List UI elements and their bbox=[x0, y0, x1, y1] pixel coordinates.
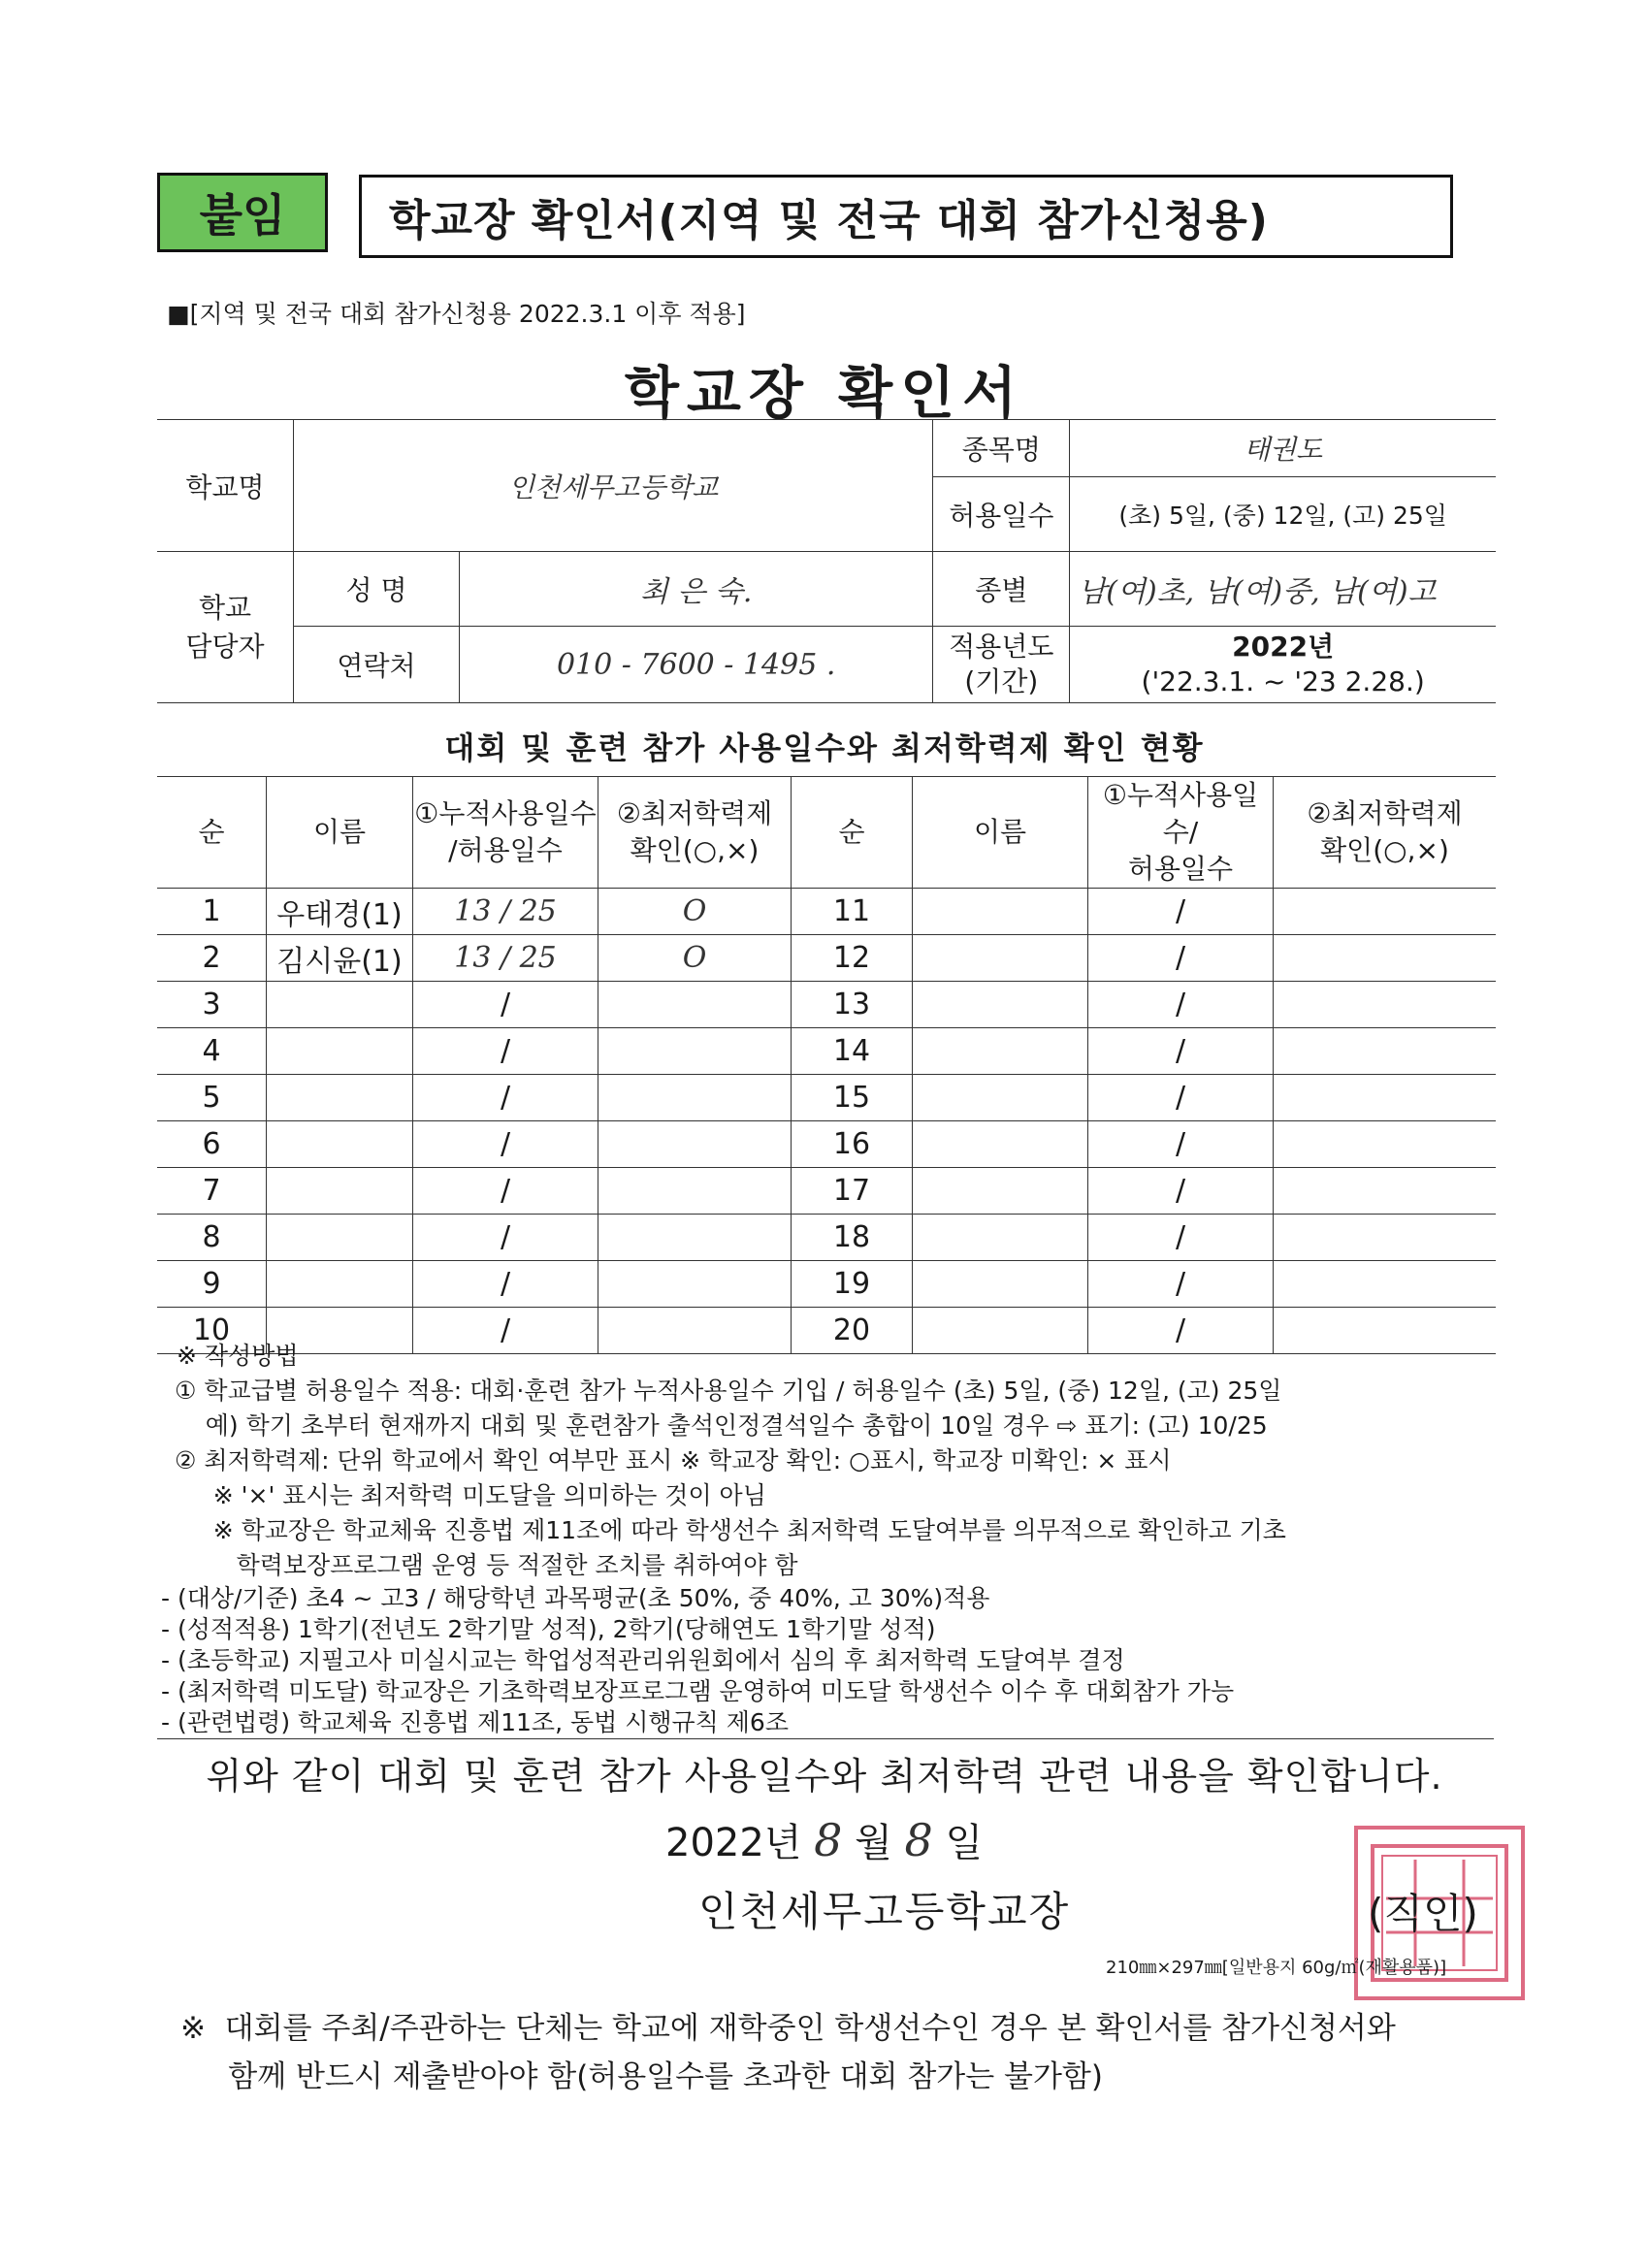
athlete-name bbox=[913, 1168, 1088, 1215]
days-used: / bbox=[1088, 935, 1274, 982]
athlete-name bbox=[267, 1028, 413, 1075]
min-academic-check bbox=[598, 1075, 792, 1121]
min-academic-check bbox=[598, 1121, 792, 1168]
days-used: / bbox=[1088, 1075, 1274, 1121]
table-row bbox=[157, 1028, 1496, 1075]
athlete-name: 김시윤(1) bbox=[267, 935, 413, 982]
submission-note bbox=[180, 2004, 1396, 2101]
applicability-note: ■[지역 및 전국 대회 참가신청용 2022.3.1 이후 적용] bbox=[167, 300, 746, 328]
school-name-label: 학교명 bbox=[157, 420, 294, 552]
row-number: 12 bbox=[792, 935, 913, 982]
row-number: 9 bbox=[157, 1261, 267, 1308]
instruction-line: - (초등학교) 지필고사 미실시교는 학업성적관리위원회에서 심의 후 최저학력 도달여부 결정 bbox=[161, 1646, 1125, 1674]
row-number: 10 bbox=[157, 1308, 267, 1354]
header-name-1: 이름 bbox=[267, 777, 413, 889]
manager-name-label: 성 명 bbox=[294, 552, 460, 627]
min-academic-check bbox=[1274, 889, 1497, 935]
sport-value: 태권도 bbox=[1070, 420, 1496, 477]
instruction-line: 예) 학기 초부터 현재까지 대회 및 훈련참가 출석인정결석일수 총합이 10일 경우 ⇨ 표기: (고) 10/25 bbox=[175, 1411, 1268, 1440]
days-used: / bbox=[413, 1261, 598, 1308]
contact-label: 연락처 bbox=[294, 627, 460, 703]
days-used: / bbox=[1088, 1215, 1274, 1261]
min-academic-check bbox=[1274, 1168, 1497, 1215]
participation-table bbox=[157, 776, 1496, 1354]
header-title: 학교장 확인서(지역 및 전국 대회 참가신청용) bbox=[359, 175, 1453, 258]
days-used: / bbox=[413, 982, 598, 1028]
min-academic-check bbox=[1274, 1215, 1497, 1261]
school-name-value: 인천세무고등학교 bbox=[294, 420, 933, 552]
submission-note-line: 함께 반드시 제출받아야 함(허용일수를 초과한 대회 참가는 불가함) bbox=[180, 2059, 1103, 2094]
days-used: / bbox=[1088, 1308, 1274, 1354]
instruction-line: ② 최저학력제: 단위 학교에서 확인 여부만 표시 ※ 학교장 확인: ○표시, 학교장 미확인: × 표시 bbox=[175, 1446, 1172, 1474]
date-day: 8 bbox=[904, 1814, 933, 1866]
athlete-name bbox=[267, 1075, 413, 1121]
min-academic-check bbox=[598, 1215, 792, 1261]
min-academic-check bbox=[598, 1168, 792, 1215]
days-used: / bbox=[1088, 1168, 1274, 1215]
instruction-line: ① 학교급별 허용일수 적용: 대회·훈련 참가 누적사용일수 기입 / 허용일수 (초) 5일, (중) 12일, (고) 25일 bbox=[175, 1377, 1282, 1405]
row-number: 13 bbox=[792, 982, 913, 1028]
table-row bbox=[157, 1075, 1496, 1121]
principal-signature-line: 인천세무고등학교장 bbox=[698, 1888, 1071, 1935]
days-used: / bbox=[413, 1168, 598, 1215]
row-number: 20 bbox=[792, 1308, 913, 1354]
table-row bbox=[157, 1168, 1496, 1215]
athlete-name bbox=[267, 1121, 413, 1168]
table-row bbox=[157, 935, 1496, 982]
instruction-line: - (대상/기준) 초4 ~ 고3 / 해당학년 과목평균(초 50%, 중 40%, 고 30%)적용 bbox=[161, 1584, 990, 1612]
days-used: 13 / 25 bbox=[413, 889, 598, 935]
gender-value: 남(여)초, 남(여)중, 남(여)고 bbox=[1070, 552, 1496, 627]
row-number: 4 bbox=[157, 1028, 267, 1075]
row-number: 19 bbox=[792, 1261, 913, 1308]
header-check-2: ②최저학력제 확인(○,×) bbox=[1274, 777, 1497, 889]
instructions-title: ※ 작성방법 bbox=[177, 1342, 299, 1370]
gender-label: 종별 bbox=[933, 552, 1070, 627]
instruction-line: 학력보장프로그램 운영 등 적절한 조치를 취하여야 함 bbox=[175, 1551, 798, 1579]
row-number: 7 bbox=[157, 1168, 267, 1215]
days-used: / bbox=[1088, 1121, 1274, 1168]
min-academic-check bbox=[1274, 935, 1497, 982]
date-year: 2022년 bbox=[665, 1821, 802, 1865]
athlete-name bbox=[267, 1261, 413, 1308]
days-used: / bbox=[413, 1308, 598, 1354]
table-row bbox=[157, 1215, 1496, 1261]
header-no-2: 순 bbox=[792, 777, 913, 889]
row-number: 3 bbox=[157, 982, 267, 1028]
row-number: 18 bbox=[792, 1215, 913, 1261]
manager-name-value: 최 은 숙. bbox=[460, 552, 933, 627]
instruction-line: ※ 학교장은 학교체육 진흥법 제11조에 따라 학생선수 최저학력 도달여부를 의무적으로 확인하고 기초 bbox=[175, 1516, 1286, 1544]
days-used: / bbox=[413, 1121, 598, 1168]
attachment-tag: 붙임 bbox=[157, 173, 328, 252]
min-academic-check bbox=[1274, 1075, 1497, 1121]
year-period: ('22.3.1. ~ '23 2.28.) bbox=[1141, 665, 1425, 697]
instruction-line: - (관련법령) 학교체육 진흥법 제11조, 동법 시행규칙 제6조 bbox=[161, 1708, 789, 1736]
header-days-2: ①누적사용일수/ 허용일수 bbox=[1088, 777, 1274, 889]
header-name-2: 이름 bbox=[913, 777, 1088, 889]
athlete-name bbox=[913, 889, 1088, 935]
table-row bbox=[157, 982, 1496, 1028]
days-used: 13 / 25 bbox=[413, 935, 598, 982]
row-number: 1 bbox=[157, 889, 267, 935]
sport-label: 종목명 bbox=[933, 420, 1070, 477]
row-number: 11 bbox=[792, 889, 913, 935]
year-value: 2022년 bbox=[1232, 631, 1335, 663]
min-academic-check bbox=[1274, 1121, 1497, 1168]
min-academic-check bbox=[598, 1028, 792, 1075]
date-month: 8 bbox=[814, 1814, 843, 1866]
instruction-line: ※ '×' 표시는 최저학력 미도달을 의미하는 것이 아님 bbox=[175, 1481, 766, 1509]
min-academic-check bbox=[598, 1261, 792, 1308]
min-academic-check bbox=[598, 982, 792, 1028]
paper-spec: 210㎜×297㎜[일반용지 60g/㎡(재활용품)] bbox=[1106, 1958, 1447, 1978]
allowed-days-value: (초) 5일, (중) 12일, (고) 25일 bbox=[1070, 477, 1496, 552]
days-used: / bbox=[413, 1215, 598, 1261]
row-number: 2 bbox=[157, 935, 267, 982]
row-number: 14 bbox=[792, 1028, 913, 1075]
days-used: / bbox=[413, 1075, 598, 1121]
athlete-name bbox=[913, 1028, 1088, 1075]
seal-label: (직인) bbox=[1368, 1890, 1478, 1937]
days-used: / bbox=[413, 1028, 598, 1075]
row-number: 6 bbox=[157, 1121, 267, 1168]
athlete-name bbox=[913, 1261, 1088, 1308]
table-row bbox=[157, 889, 1496, 935]
date-day-unit: 일 bbox=[945, 1821, 984, 1865]
table-row bbox=[157, 1121, 1496, 1168]
manager-label: 학교 담당자 bbox=[157, 552, 294, 703]
row-number: 5 bbox=[157, 1075, 267, 1121]
table-row bbox=[157, 1261, 1496, 1308]
row-number: 15 bbox=[792, 1075, 913, 1121]
row-number: 17 bbox=[792, 1168, 913, 1215]
issue-date bbox=[665, 1812, 983, 1867]
header-no-1: 순 bbox=[157, 777, 267, 889]
min-academic-check bbox=[1274, 1261, 1497, 1308]
instruction-line: - (성적적용) 1학기(전년도 2학기말 성적), 2학기(당해연도 1학기말 성적) bbox=[161, 1615, 936, 1643]
row-number: 16 bbox=[792, 1121, 913, 1168]
athlete-name: 우태경(1) bbox=[267, 889, 413, 935]
athlete-name bbox=[267, 982, 413, 1028]
athlete-name bbox=[267, 1215, 413, 1261]
athlete-name bbox=[913, 1075, 1088, 1121]
date-month-unit: 월 bbox=[855, 1821, 892, 1865]
contact-value: 010 - 7600 - 1495 . bbox=[460, 627, 933, 703]
school-info-table bbox=[157, 419, 1496, 703]
athlete-name bbox=[913, 982, 1088, 1028]
athlete-name bbox=[913, 1121, 1088, 1168]
min-academic-check bbox=[1274, 1028, 1497, 1075]
divider bbox=[157, 1738, 1494, 1739]
min-academic-check: O bbox=[598, 935, 792, 982]
year-label: 적용년도 (기간) bbox=[933, 627, 1070, 703]
days-used: / bbox=[1088, 1028, 1274, 1075]
confirmation-statement: 위와 같이 대회 및 훈련 참가 사용일수와 최저학력 관련 내용을 확인합니다. bbox=[206, 1755, 1443, 1798]
athlete-name bbox=[913, 1215, 1088, 1261]
status-section-title: 대회 및 훈련 참가 사용일수와 최저학력제 확인 현황 bbox=[444, 729, 1205, 766]
document-title: 학교장 확인서 bbox=[624, 360, 1025, 426]
min-academic-check: O bbox=[598, 889, 792, 935]
header-days-1: ①누적사용일수 /허용일수 bbox=[413, 777, 598, 889]
table-header-row bbox=[157, 777, 1496, 889]
instructions bbox=[161, 1339, 1513, 1738]
min-academic-check bbox=[1274, 982, 1497, 1028]
submission-note-line: ※ 대회를 주최/주관하는 단체는 학교에 재학중인 학생선수인 경우 본 확인서를 참가신청서와 bbox=[180, 2011, 1396, 2046]
row-number: 8 bbox=[157, 1215, 267, 1261]
days-used: / bbox=[1088, 1261, 1274, 1308]
athlete-name bbox=[267, 1168, 413, 1215]
header-check-1: ②최저학력제 확인(○,×) bbox=[598, 777, 792, 889]
allowed-days-label: 허용일수 bbox=[933, 477, 1070, 552]
athlete-name bbox=[913, 935, 1088, 982]
days-used: / bbox=[1088, 982, 1274, 1028]
days-used: / bbox=[1088, 889, 1274, 935]
instruction-line: - (최저학력 미도달) 학교장은 기초학력보장프로그램 운영하여 미도달 학생선수 이수 후 대회참가 가능 bbox=[161, 1677, 1235, 1705]
